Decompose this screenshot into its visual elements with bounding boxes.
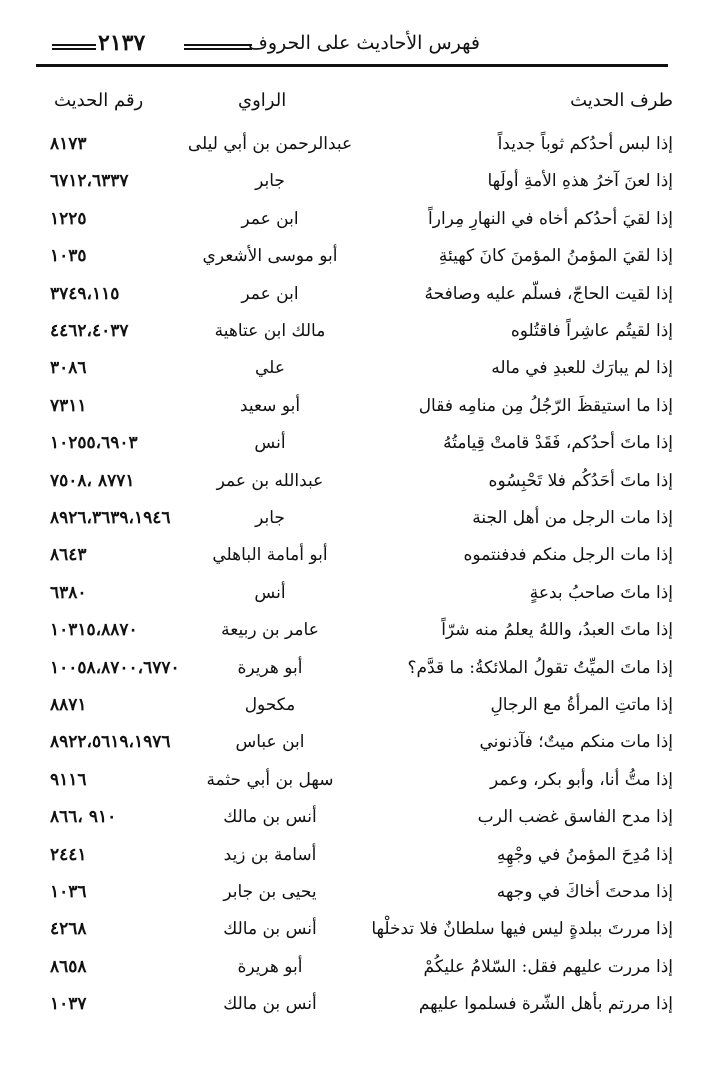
narrator-name: أبو هريرة xyxy=(237,657,303,678)
hadith-number: ٩١١٦ xyxy=(50,769,87,790)
hadith-text: إذا ما استيقظَ الرّجُلُ مِن منامِه فقال xyxy=(418,395,673,416)
hadith-text: إذا ماتَ صاحبُ بدعةٍ xyxy=(529,582,673,603)
hadith-number: ٤٢٦٨ xyxy=(50,919,87,940)
hadith-number: ٧٣١١ xyxy=(50,395,87,416)
table-row xyxy=(0,358,703,388)
table-row xyxy=(0,807,703,837)
hadith-text: إذا لبس أحدُكم ثوباً جديداً xyxy=(497,134,673,154)
hadith-text: إذا لعنَ آخرُ هذهِ الأمةِ أولَها xyxy=(487,171,673,192)
hadith-number: ٨٩٢٦،٣٦٣٩،١٩٤٦ xyxy=(50,508,171,528)
hadith-number: ٤٤٦٢،٤٠٣٧ xyxy=(50,321,129,341)
narrator-name: جابر xyxy=(255,171,285,192)
hadith-text: إذا مُدِحَ المؤمنُ في وجْهِهِ xyxy=(496,844,673,865)
hadith-text: إذا مات منكم ميتٌ؛ فآذنوني xyxy=(479,732,673,753)
hadith-number: ٢٤٤١ xyxy=(50,844,87,865)
hadith-number: ٨٨٧١ xyxy=(50,695,87,715)
table-row xyxy=(0,508,703,538)
table-row xyxy=(0,321,703,351)
hadith-text: إذا لقيتُم عاشِراً فاقتُلوه xyxy=(510,321,673,341)
narrator-name: أنس xyxy=(254,582,286,603)
hadith-number: ٦٧١٢،٦٣٣٧ xyxy=(50,171,129,192)
table-row xyxy=(0,695,703,725)
narrator-name: يحيى بن جابر xyxy=(223,882,317,902)
hadith-number: ١٠٢٥٥،٦٩٠٣ xyxy=(50,433,138,454)
hadith-text: إذا لقيَ أحدُكم أخاه في النهارِ مِراراً xyxy=(428,208,673,229)
hadith-text: إذا لقيت الحاجّ، فسلّم عليه وصافحهُ xyxy=(424,283,673,304)
table-row xyxy=(0,620,703,650)
hadith-text: إذا مررتَ ببلدةٍ ليس فيها سلطانٌ فلا تدخلْها xyxy=(371,919,673,940)
narrator-name: عبدالله بن عمر xyxy=(216,470,324,491)
table-row xyxy=(0,209,703,239)
hadith-text: إذا لم يبارَك للعبدِ في ماله xyxy=(491,358,673,379)
table-row xyxy=(0,957,703,987)
narrator-name: علي xyxy=(255,358,285,379)
narrator-name: أنس بن مالك xyxy=(223,994,317,1015)
hadith-number: ١٠٣٥ xyxy=(50,246,87,267)
narrator-name: أبو موسى الأشعري xyxy=(202,246,338,267)
table-row xyxy=(0,732,703,762)
table-row xyxy=(0,246,703,276)
table-row xyxy=(0,919,703,949)
hadith-text: إذا مررتم بأهل الشّرة فسلموا عليهم xyxy=(418,994,673,1015)
narrator-name: أنس xyxy=(254,433,286,454)
hadith-text: إذا ماتتِ المرأةُ مع الرجالِ xyxy=(490,695,673,715)
narrator-name: سهل بن أبي حثمة xyxy=(206,769,334,790)
narrator-name: أنس بن مالك xyxy=(223,919,317,940)
table-row xyxy=(0,134,703,164)
table-row xyxy=(0,545,703,575)
table-row xyxy=(0,433,703,463)
header-ornament-right xyxy=(184,44,252,50)
column-header-narrator: الراوي xyxy=(238,90,287,111)
hadith-number: ٨١٧٣ xyxy=(50,134,87,154)
hadith-number: ٨٦٥٨ xyxy=(50,956,87,977)
hadith-text: إذا ماتَ أحدُكم، فَقَدْ قامتْ قِيامتُهُ xyxy=(443,433,673,454)
column-header-number: رقم الحديث xyxy=(54,90,144,111)
hadith-number: ١٠٠٥٨،٨٧٠٠،٦٧٧٠ xyxy=(50,657,180,678)
header-ornament-left xyxy=(52,44,96,50)
hadith-text: إذا مررت عليهم فقل: السّلامُ عليكُمْ xyxy=(423,956,673,977)
narrator-name: مالك ابن عتاهية xyxy=(214,321,326,341)
table-row xyxy=(0,845,703,875)
narrator-name: أبو سعيد xyxy=(239,395,301,416)
hadith-text: إذا مات الرجل من أهل الجنة xyxy=(472,508,673,528)
table-row xyxy=(0,583,703,613)
hadith-number: ٦٣٨٠ xyxy=(50,582,87,603)
page-title: فهرس الأحاديث على الحروف xyxy=(248,32,480,54)
hadith-number: ١٠٣٧ xyxy=(50,994,87,1015)
hadith-number: ١٢٢٥ xyxy=(50,208,87,229)
table-row xyxy=(0,770,703,800)
column-header-hadith: طرف الحديث xyxy=(570,90,673,111)
narrator-name: ابن عباس xyxy=(235,732,305,753)
running-header xyxy=(36,30,670,64)
hadith-number: ٨٦٤٣ xyxy=(50,545,87,566)
narrator-name: مكحول xyxy=(244,695,296,715)
narrator-name: عامر بن ربيعة xyxy=(221,620,319,641)
table-row xyxy=(0,994,703,1024)
table-row xyxy=(0,882,703,912)
header-divider xyxy=(36,64,668,67)
narrator-name: ابن عمر xyxy=(241,283,299,304)
hadith-text: إذا ماتَ أحَدُكُم فلا تَحْبِسُوه xyxy=(488,470,673,491)
hadith-text: إذا مدحتَ أخاكَ في وجهه xyxy=(496,882,673,902)
narrator-name: جابر xyxy=(255,508,285,528)
narrator-name: عبدالرحمن بن أبي ليلى xyxy=(187,134,353,154)
hadith-number: ٨٧٧١ ،٧٥٠٨ xyxy=(50,470,135,491)
hadith-number: ٨٩٢٢،٥٦١٩،١٩٧٦ xyxy=(50,732,171,753)
hadith-number: ١٠٣١٥،٨٨٧٠ xyxy=(50,620,138,641)
hadith-number: ٩١٠ ،٨٦٦ xyxy=(50,807,117,828)
narrator-name: أبو أمامة الباهلي xyxy=(212,545,328,566)
hadith-text: إذا متُّ أنا، وأبو بكر، وعمر xyxy=(490,769,673,790)
hadith-number: ٣٧٤٩،١١٥ xyxy=(50,283,120,304)
hadith-text: إذا مات الرجل منكم فدفنتموه xyxy=(463,545,673,566)
narrator-name: ابن عمر xyxy=(241,208,299,229)
table-row xyxy=(0,171,703,201)
table-row xyxy=(0,471,703,501)
hadith-number: ١٠٣٦ xyxy=(50,882,87,902)
hadith-text: إذا ماتَ العبدُ، واللهُ يعلمُ منه شرّاً xyxy=(441,620,673,641)
table-row xyxy=(0,658,703,688)
narrator-name: أبو هريرة xyxy=(237,956,303,977)
narrator-name: أسامة بن زيد xyxy=(223,844,317,865)
hadith-text: إذا مدح الفاسق غضب الرب xyxy=(477,807,673,828)
hadith-text: إذا لقيَ المؤمنُ المؤمنَ كانَ كهيئةِ xyxy=(438,246,673,267)
narrator-name: أنس بن مالك xyxy=(223,807,317,828)
hadith-text: إذا ماتَ الميِّتُ تقولُ الملائكةُ: ما قدَّم؟ xyxy=(407,657,673,678)
page-number: ٢١٣٧ xyxy=(98,30,146,56)
table-row xyxy=(0,396,703,426)
hadith-number: ٣٠٨٦ xyxy=(50,358,87,379)
table-row xyxy=(0,284,703,314)
